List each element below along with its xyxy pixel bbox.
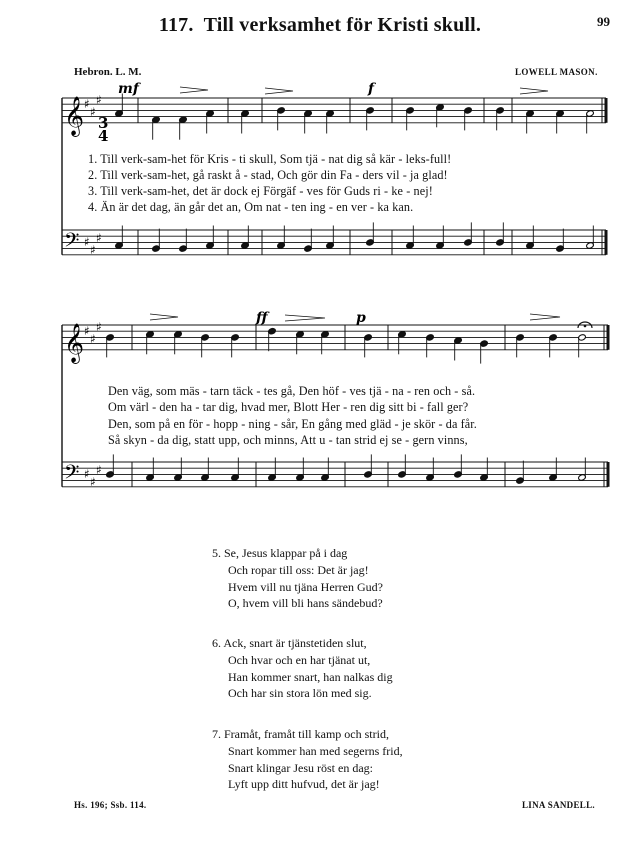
diminuendo-hairpin [285,315,325,321]
lyric-s2-v1: Den väg, som mäs - tarn täck - tes gå, Den höf - ves tjä - na - ren och - så. [108,384,476,398]
verse-line: Och ropar till oss: Det är jag! [228,562,369,577]
verse-line: Se, Jesus klappar på i dag [224,546,348,560]
time-sig-top: 3 [98,114,109,132]
sharp-sign: ♯ [84,467,90,481]
diminuendo-hairpin [520,88,548,94]
sharp-sign: ♯ [90,243,96,257]
sharp-sign: ♯ [90,475,96,489]
treble-clef: 𝄞 [64,322,85,363]
dynamic-ff: ff [256,310,268,326]
treble-clef: 𝄞 [64,95,85,136]
sharp-sign: ♯ [96,320,102,334]
hymn-number: 117. [158,14,194,36]
verse-number: 5. [212,546,221,560]
verse-5 [212,545,383,612]
tune-name: Hebron. L. M. [74,66,142,78]
verse-line: Snart klingar Jesu röst en dag: [228,760,373,775]
lyric-s1-v1: 1. Till verk-sam-het för Kris - ti skull, Som tjä - nat dig så kär - leks-full! [88,152,452,166]
lyric-s2-v3: Den, som på en för - hopp - ning - sår, En gång med gläd - je skör - da får. [108,417,477,431]
sharp-sign: ♯ [84,324,90,338]
dynamic-p: p [356,310,366,326]
sharp-sign: ♯ [90,332,96,346]
verse-line: Framåt, framåt till kamp och strid, [224,727,389,741]
footer-references: Hs. 196; Ssb. 114. [74,800,147,810]
sharp-sign: ♯ [96,231,102,245]
bass-clef: 𝄢 [64,460,80,489]
diminuendo-hairpin [265,88,293,94]
verse-line: Han kommer snart, han nalkas dig [228,669,393,684]
lyric-s1-v3: 3. Till verk-sam-het, det är dock ej Förgäf - ves för Guds ri - ke - nej! [88,184,433,198]
sharp-sign: ♯ [96,93,102,107]
verse-line: O, hvem vill bli hans sändebud? [228,596,383,611]
verse-line: Lyft upp ditt hufvud, det är jag! [228,777,380,792]
dynamic-f: f [368,81,375,97]
verse-number: 6. [212,636,221,650]
verse-line: Snart kommer han med segerns frid, [228,743,403,758]
hymn-title-text: Till verksamhet för Kristi skull. [203,14,482,36]
crescendo-hairpin [530,314,560,320]
fermata-dot [584,325,587,328]
verse-6 [212,635,393,702]
sharp-sign: ♯ [96,463,102,477]
lyric-s2-v4: Så skyn - da dig, statt upp, och minns, Att u - tan strid ej se - gern vinns, [108,433,468,447]
crescendo-hairpin [150,314,178,320]
verse-7 [212,726,403,793]
sharp-sign: ♯ [84,97,90,111]
sharp-sign: ♯ [84,235,90,249]
verse-line: Och hvar och en har tjänat ut, [228,652,371,667]
composer: LOWELL MASON. [515,67,598,77]
verse-line: Hvem vill nu tjäna Herren Gud? [228,579,383,594]
time-sig-bottom: 4 [98,127,109,145]
dynamic-mf: mf [118,81,139,97]
verse-line: Ack, snart är tjänstetiden slut, [223,636,367,650]
lyric-s1-v2: 2. Till verk-sam-het, gå raskt å - stad, Och gör din Fa - ders vil - ja glad! [88,168,448,182]
crescendo-hairpin [180,87,208,93]
lyric-s1-v4: 4. Än är det dag, än går det an, Om nat - ten ing - en ver - ka kan. [88,200,414,214]
verse-line: Och har sin stora lön med sig. [228,686,372,701]
verse-number: 7. [212,727,221,741]
page-number: 99 [597,14,610,29]
bass-clef: 𝄢 [64,228,80,257]
footer-author: LINA SANDELL. [522,800,595,810]
lyric-s2-v2: Om värl - den ha - tar dig, hvad mer, Blott Her - ren dig sitt bi - fall ger? [108,400,469,414]
sharp-sign: ♯ [90,105,96,119]
